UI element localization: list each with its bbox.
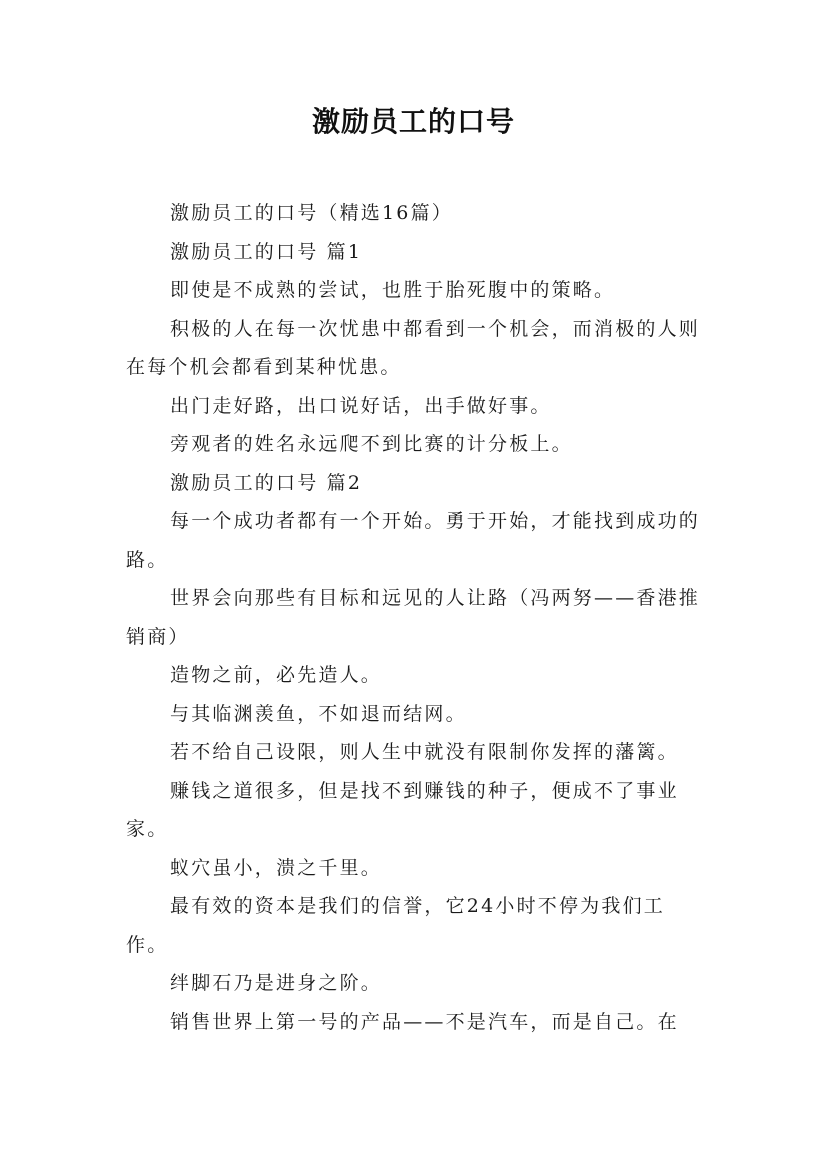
paragraph: 出门走好路，出口说好话，出手做好事。	[170, 394, 552, 417]
paragraph: 每一个成功者都有一个开始。勇于开始，才能找到成功的路。	[126, 510, 701, 571]
paragraph: 旁观者的姓名永远爬不到比赛的计分板上。	[170, 433, 573, 455]
paragraph: 若不给自己设限，则人生中就没有限制你发挥的藩篱。	[170, 741, 679, 763]
paragraph: 积极的人在每一次忧患中都看到一个机会，而消极的人则在每个机会都看到某种忧患。	[126, 317, 701, 378]
paragraph: 造物之前，必先造人。	[170, 664, 383, 686]
document-title: 激励员工的口号	[311, 105, 515, 138]
document-body	[126, 194, 706, 1041]
paragraph: 蚁穴虽小，溃之千里。	[170, 856, 383, 879]
paragraph: 世界会向那些有目标和远见的人让路（冯两努——香港推销商）	[126, 587, 701, 648]
paragraph: 激励员工的口号（精选16篇）	[170, 202, 453, 224]
paragraph: 即使是不成熟的尝试，也胜于胎死腹中的策略。	[170, 279, 616, 301]
paragraph: 销售世界上第一号的产品——不是汽车，而是自己。在	[170, 1010, 679, 1033]
paragraph: 绊脚石乃是进身之阶。	[170, 972, 383, 994]
section-heading: 激励员工的口号 篇1	[170, 240, 363, 263]
paragraph: 赚钱之道很多，但是找不到赚钱的种子，便成不了事业家。	[126, 779, 679, 840]
paragraph: 最有效的资本是我们的信誉，它24小时不停为我们工作。	[126, 895, 665, 956]
paragraph: 与其临渊羡鱼，不如退而结网。	[170, 702, 467, 725]
section-heading: 激励员工的口号 篇2	[170, 471, 363, 494]
